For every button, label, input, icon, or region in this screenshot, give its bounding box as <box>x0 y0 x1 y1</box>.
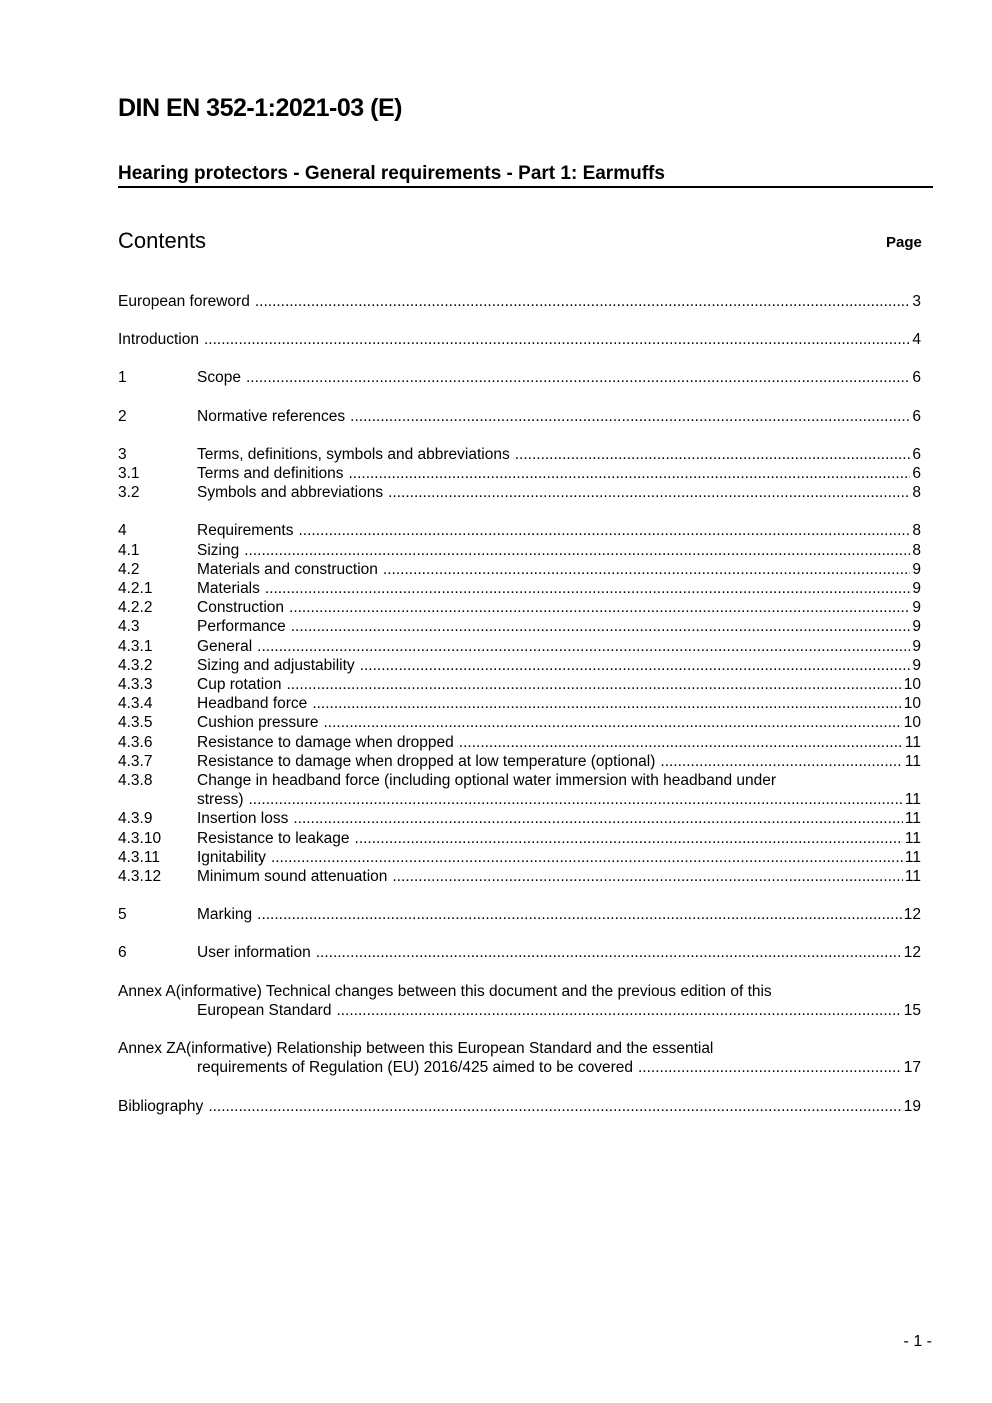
toc-entry-4-3-4[interactable] <box>118 694 921 713</box>
toc-page: 4 <box>912 331 921 349</box>
toc-entry-4-2-2[interactable] <box>118 598 921 617</box>
toc-entry-4-3[interactable] <box>118 617 921 636</box>
leader-dots <box>257 637 910 656</box>
toc-page: 6 <box>912 465 921 483</box>
toc-number: 4.3.8 <box>118 772 153 790</box>
toc-title: Annex A(informative) Technical changes between this document and the previous edition of this <box>118 982 772 1000</box>
toc-entry-4[interactable] <box>118 521 921 540</box>
toc-page: 11 <box>904 733 921 751</box>
toc-title: Materials <box>197 580 260 598</box>
toc-title: Resistance to leakage <box>197 829 350 847</box>
toc-entry-4-2[interactable] <box>118 560 921 579</box>
toc-number: 4.3.10 <box>118 829 162 847</box>
toc-title: General <box>197 637 253 655</box>
leader-dots <box>265 579 910 598</box>
toc-entry-4-3-7[interactable] <box>118 752 921 771</box>
toc-entry-4-3-8[interactable] <box>118 771 921 809</box>
leader-dots <box>660 752 903 771</box>
toc-title: Sizing <box>197 541 240 559</box>
toc-title: European foreword <box>118 293 250 310</box>
toc-page: 12 <box>903 906 921 924</box>
toc-entry-annex-za[interactable] <box>118 1039 921 1077</box>
leader-dots <box>383 560 910 579</box>
toc-page: 9 <box>912 637 921 655</box>
toc-title: Resistance to damage when dropped at low temperature (optional) <box>197 752 656 770</box>
toc-number: 4.1 <box>118 541 140 559</box>
leader-dots <box>246 368 910 387</box>
toc-title: Scope <box>197 369 241 387</box>
toc-title-continuation: requirements of Regulation (EU) 2016/425 aimed to be covered <box>197 1059 633 1077</box>
toc-number: 4.3.12 <box>118 868 162 886</box>
toc-page: 9 <box>912 599 921 617</box>
toc-page: 19 <box>903 1097 921 1115</box>
leader-dots <box>257 905 902 924</box>
toc-number: 4.3.5 <box>118 714 153 732</box>
toc-number: 4.3.6 <box>118 733 153 751</box>
toc-entry-4-3-1[interactable] <box>118 637 921 656</box>
toc-title: Introduction <box>118 331 199 349</box>
leader-dots <box>289 598 910 617</box>
toc-page: 10 <box>903 676 921 694</box>
document-id: DIN EN 352-1:2021-03 (E) <box>118 94 402 122</box>
toc-page: 11 <box>904 752 921 770</box>
toc-number: 5 <box>118 906 127 924</box>
toc-page: 8 <box>912 541 921 559</box>
toc-number: 4 <box>118 522 127 540</box>
toc-title-continuation: stress) <box>197 791 244 809</box>
leader-dots <box>459 733 903 752</box>
toc-number: 4.3.11 <box>118 848 160 866</box>
toc-title: Change in headband force (including optional water immersion with headband under <box>197 772 777 790</box>
toc-entry-3-2[interactable] <box>118 483 921 502</box>
toc-entry-bibliography[interactable] <box>118 1097 921 1116</box>
toc-entry-annex-a[interactable] <box>118 982 921 1020</box>
leader-dots <box>316 943 902 962</box>
toc-number: 4.3.9 <box>118 810 153 828</box>
toc-number: 3.2 <box>118 484 140 502</box>
toc-page: 9 <box>912 560 921 578</box>
leader-dots <box>299 521 911 540</box>
document-subtitle: Hearing protectors - General requirements - Part 1: Earmuffs <box>118 163 933 188</box>
toc-number: 4.3.7 <box>118 752 153 770</box>
toc-number: 4.2 <box>118 560 140 578</box>
toc-page: 10 <box>903 714 921 732</box>
toc-entry-5[interactable] <box>118 905 921 924</box>
toc-page: 11 <box>904 791 921 809</box>
leader-dots <box>271 848 903 867</box>
toc-page: 17 <box>903 1059 921 1077</box>
toc-number: 4.2.2 <box>118 599 153 617</box>
toc-entry-6[interactable] <box>118 943 921 962</box>
toc-title: Bibliography <box>118 1097 204 1115</box>
leader-dots <box>286 675 901 694</box>
leader-dots <box>348 464 910 483</box>
toc-title: Symbols and abbreviations <box>197 484 384 502</box>
leader-dots <box>515 445 911 464</box>
toc-title: Marking <box>197 906 253 924</box>
toc-number: 1 <box>118 369 127 387</box>
leader-dots <box>638 1058 902 1077</box>
toc-number: 6 <box>118 944 127 962</box>
leader-dots <box>255 292 911 311</box>
toc-title: Sizing and adjustability <box>197 656 355 674</box>
toc-page: 6 <box>912 445 921 463</box>
toc-entry-4-1[interactable] <box>118 541 921 560</box>
toc-entry-4-3-9[interactable] <box>118 809 921 828</box>
toc-entry-4-3-11[interactable] <box>118 848 921 867</box>
toc-title: Performance <box>197 618 286 636</box>
leader-dots <box>312 694 901 713</box>
leader-dots <box>355 829 903 848</box>
toc-title: Cushion pressure <box>197 714 319 732</box>
leader-dots <box>336 1001 901 1020</box>
toc-page: 3 <box>912 293 921 310</box>
toc-page: 9 <box>912 580 921 598</box>
toc-entry-4-3-6[interactable] <box>118 733 921 752</box>
toc-title: Requirements <box>197 522 294 540</box>
toc-page: 6 <box>912 369 921 387</box>
table-of-contents <box>118 292 921 1116</box>
toc-entry-4-3-10[interactable] <box>118 829 921 848</box>
contents-heading: Contents <box>118 228 207 253</box>
toc-title: User information <box>197 944 311 962</box>
toc-title-continuation: European Standard <box>197 1001 332 1019</box>
toc-title: Minimum sound attenuation <box>197 868 388 886</box>
toc-title: Terms, definitions, symbols and abbreviations <box>197 445 510 463</box>
toc-page: 6 <box>912 407 921 425</box>
toc-entry-4-3-5[interactable] <box>118 713 921 732</box>
leader-dots <box>204 330 910 349</box>
toc-number: 2 <box>118 407 127 425</box>
toc-title: Materials and construction <box>197 560 378 578</box>
toc-number: 4.3.4 <box>118 695 153 713</box>
toc-entry-4-2-1[interactable] <box>118 579 921 598</box>
toc-page: 11 <box>904 829 921 847</box>
toc-page: 15 <box>903 1001 921 1019</box>
leader-dots <box>249 790 903 809</box>
toc-entry-introduction[interactable] <box>118 330 921 349</box>
toc-entry-3-1[interactable] <box>118 464 921 483</box>
toc-entry-4-3-3[interactable] <box>118 675 921 694</box>
toc-number: 4.3.2 <box>118 656 153 674</box>
leader-dots <box>360 656 911 675</box>
toc-entry-4-3-12[interactable] <box>118 867 921 886</box>
toc-entry-2[interactable] <box>118 407 921 426</box>
toc-number: 3 <box>118 445 127 463</box>
toc-entry-foreword[interactable] <box>118 292 921 311</box>
toc-title: Normative references <box>197 407 346 425</box>
toc-page: 11 <box>904 868 921 886</box>
toc-title: Ignitability <box>197 848 266 866</box>
leader-dots <box>291 617 911 636</box>
toc-entry-4-3-2[interactable] <box>118 656 921 675</box>
toc-entry-1[interactable] <box>118 368 921 387</box>
toc-title: Cup rotation <box>197 676 282 694</box>
page-number: - 1 - <box>903 1333 932 1350</box>
toc-page: 10 <box>903 695 921 713</box>
toc-page: 8 <box>912 484 921 502</box>
toc-number: 4.2.1 <box>118 580 153 598</box>
page-column-label: Page <box>886 234 922 251</box>
toc-page: 12 <box>903 944 921 962</box>
toc-page: 11 <box>904 848 921 866</box>
toc-entry-3[interactable] <box>118 445 921 464</box>
leader-dots <box>350 407 910 426</box>
leader-dots <box>293 809 903 828</box>
toc-title: Headband force <box>197 695 308 713</box>
toc-number: 3.1 <box>118 465 140 483</box>
toc-number: 4.3 <box>118 618 140 636</box>
leader-dots <box>244 541 910 560</box>
toc-page: 9 <box>912 618 921 636</box>
toc-number: 4.3.1 <box>118 637 153 655</box>
toc-title: Resistance to damage when dropped <box>197 733 454 751</box>
leader-dots <box>392 867 902 886</box>
toc-page: 11 <box>904 810 921 828</box>
toc-page: 8 <box>912 522 921 540</box>
toc-page: 9 <box>912 656 921 674</box>
leader-dots <box>323 713 901 732</box>
toc-title: Construction <box>197 599 285 617</box>
toc-number: 4.3.3 <box>118 676 153 694</box>
toc-title: Terms and definitions <box>197 465 344 483</box>
toc-title: Insertion loss <box>197 810 289 828</box>
leader-dots <box>208 1097 901 1116</box>
toc-title: Annex ZA(informative) Relationship between this European Standard and the essential <box>118 1040 714 1058</box>
leader-dots <box>388 483 910 502</box>
